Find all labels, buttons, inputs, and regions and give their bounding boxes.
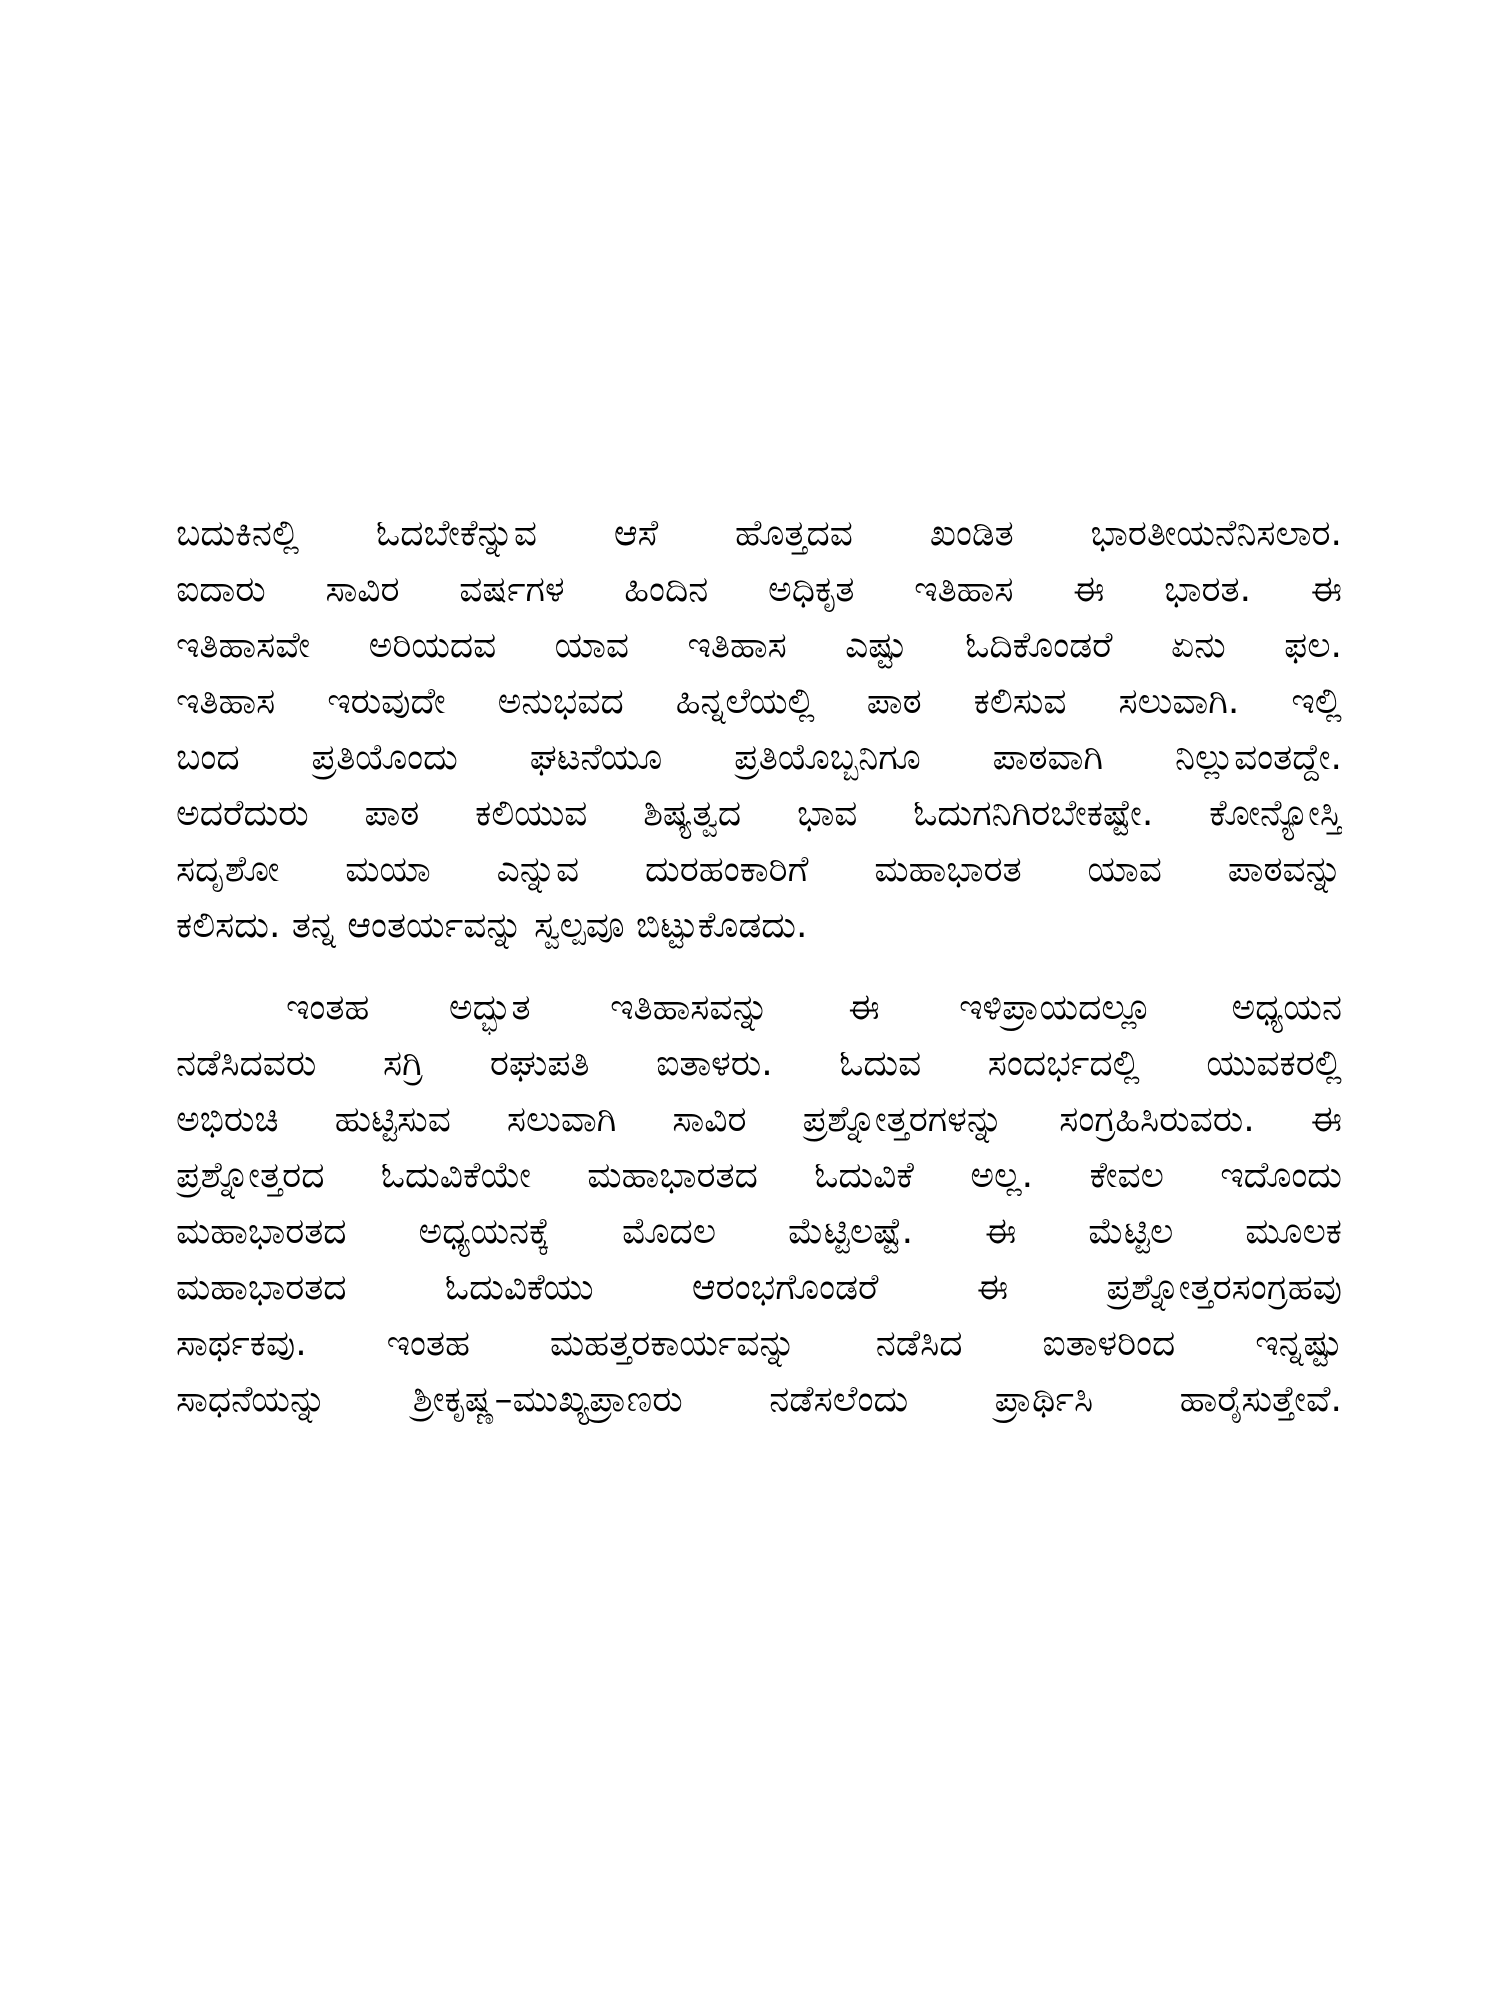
text-line: ಇತಿಹಾಸ ಇರುವುದೇ ಅನುಭವದ ಹಿನ್ನಲೆಯಲ್ಲಿ ಪಾಠ ಕಲಿಸುವ ಸಲುವಾಗಿ. ಇಲ್ಲಿ	[176, 681, 1342, 722]
text-line: ನಡೆಸಿದವರು ಸಗ್ರಿ ರಘುಪತಿ ಐತಾಳರು. ಓದುವ ಸಂದರ್ಭದಲ್ಲಿ ಯುವಕರಲ್ಲಿ	[176, 1043, 1342, 1084]
text-line: ಮಹಾಭಾರತದ ಓದುವಿಕೆಯು ಆರಂಭಗೊಂಡರೆ ಈ ಪ್ರಶ್ನೋತ್ತರಸಂಗ್ರಹವು	[176, 1267, 1342, 1308]
text-line: ಸಾಧನೆಯನ್ನು ಶ್ರೀಕೃಷ್ಣ–ಮುಖ್ಯಪ್ರಾಣರು ನಡೆಸಲೆಂದು ಪ್ರಾರ್ಥಿಸಿ ಹಾರೈಸುತ್ತೇವೆ.	[176, 1379, 1342, 1420]
text-line: ಬಂದ ಪ್ರತಿಯೊಂದು ಘಟನೆಯೂ ಪ್ರತಿಯೊಬ್ಬನಿಗೂ ಪಾಠವಾಗಿ ನಿಲ್ಲುವಂತದ್ದೇ.	[176, 737, 1342, 778]
text-line: ಪ್ರಶ್ನೋತ್ತರದ ಓದುವಿಕೆಯೇ ಮಹಾಭಾರತದ ಓದುವಿಕೆ ಅಲ್ಲ. ಕೇವಲ ಇದೊಂದು	[176, 1155, 1342, 1196]
text-line: ಅಭಿರುಚಿ ಹುಟ್ಟಿಸುವ ಸಲುವಾಗಿ ಸಾವಿರ ಪ್ರಶ್ನೋತ್ತರಗಳನ್ನು ಸಂಗ್ರಹಿಸಿರುವರು. ಈ	[176, 1099, 1342, 1140]
text-line: ಸಾರ್ಥಕವು. ಇಂತಹ ಮಹತ್ತರಕಾರ್ಯವನ್ನು ನಡೆಸಿದ ಐತಾಳರಿಂದ ಇನ್ನಷ್ಟು	[176, 1323, 1342, 1364]
text-line: ಇಂತಹ ಅದ್ಭುತ ಇತಿಹಾಸವನ್ನು ಈ ಇಳಿಪ್ರಾಯದಲ್ಲೂ ಅಧ್ಯಯನ	[286, 987, 1342, 1028]
text-line: ಇತಿಹಾಸವೇ ಅರಿಯದವ ಯಾವ ಇತಿಹಾಸ ಎಷ್ಟು ಓದಿಕೊಂಡರೆ ಏನು ಫಲ.	[176, 625, 1342, 666]
text-line: ಐದಾರು ಸಾವಿರ ವರ್ಷಗಳ ಹಿಂದಿನ ಅಧಿಕೃತ ಇತಿಹಾಸ ಈ ಭಾರತ. ಈ	[176, 569, 1342, 610]
body-text	[176, 506, 1342, 1428]
text-line: ಕಲಿಸದು. ತನ್ನ ಆಂತರ್ಯವನ್ನು ಸ್ವಲ್ಪವೂ ಬಿಟ್ಟುಕೊಡದು.	[176, 905, 808, 946]
paragraph-2	[176, 980, 1342, 1428]
text-line: ಅದರೆದುರು ಪಾಠ ಕಲಿಯುವ ಶಿಷ್ಯತ್ವದ ಭಾವ ಓದುಗನಿಗಿರಬೇಕಷ್ಟೇ. ಕೋನ್ಯೋಸ್ತಿ	[176, 793, 1342, 834]
text-line: ಸದೃಶೋ ಮಯಾ ಎನ್ನುವ ದುರಹಂಕಾರಿಗೆ ಮಹಾಭಾರತ ಯಾವ ಪಾಠವನ್ನು	[176, 849, 1342, 890]
text-line: ಮಹಾಭಾರತದ ಅಧ್ಯಯನಕ್ಕೆ ಮೊದಲ ಮೆಟ್ಟಿಲಷ್ಟೆ. ಈ ಮೆಟ್ಟಿಲ ಮೂಲಕ	[176, 1211, 1342, 1252]
paragraph-gap	[176, 954, 1342, 980]
paragraph-1	[176, 506, 1342, 954]
text-line: ಬದುಕಿನಲ್ಲಿ ಓದಬೇಕೆನ್ನುವ ಆಸೆ ಹೊತ್ತದವ ಖಂಡಿತ ಭಾರತೀಯನೆನಿಸಲಾರ.	[176, 513, 1342, 554]
